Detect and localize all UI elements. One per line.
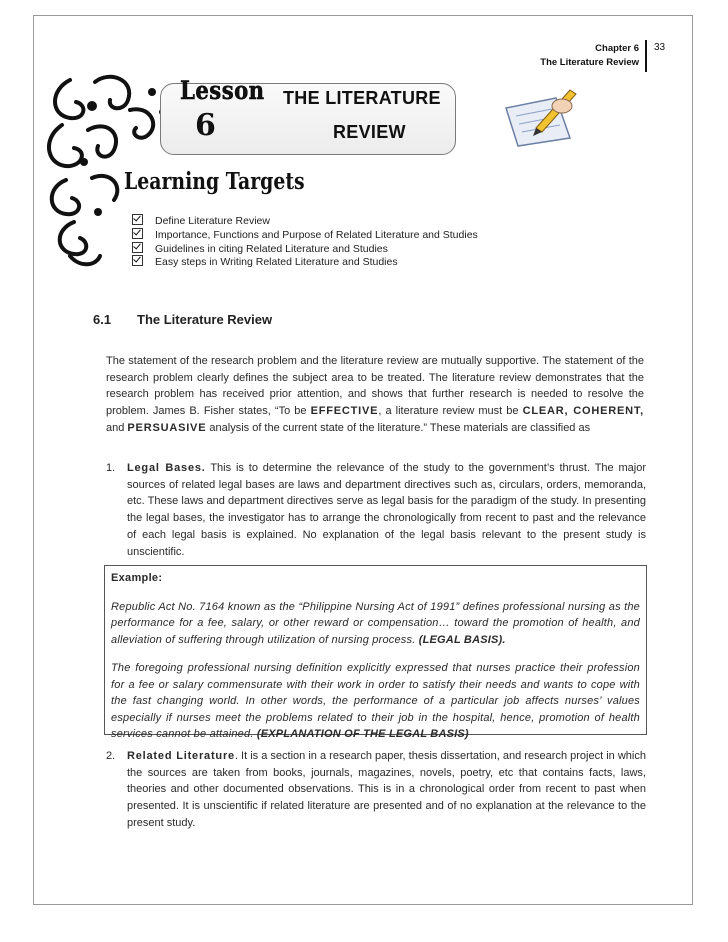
example-label: Example:: [111, 572, 163, 584]
section-number: 6.1: [93, 312, 112, 327]
page-number: 33: [654, 42, 666, 53]
item-number: 1.: [106, 462, 116, 474]
section-title: The Literature Review: [137, 312, 273, 327]
target-text: Define Literature Review: [155, 215, 270, 227]
target-text: Easy steps in Writing Related Literature and Studies: [155, 256, 398, 269]
checkbox-checked-icon: [132, 255, 143, 266]
intro-emphasis: PERSUASIVE: [127, 421, 207, 434]
header-chapter: Chapter 6: [595, 43, 639, 54]
intro-emphasis: EFFECTIVE: [310, 405, 379, 418]
example-paragraph: [111, 660, 640, 743]
checkbox-checked-icon: [132, 228, 143, 239]
example-box: [104, 565, 647, 740]
target-text: Guidelines in citing Related Literature and Studies: [155, 242, 388, 255]
example-text: Republic Act No. 7164 known as the “Philippine Nursing Act of 1991” defines professional nursing as the performance for a fee, salary, or other reward or compensation… toward the promotion of health, and alleviation of suffering through utilization of nursing process.: [111, 600, 640, 646]
list-item-legal-bases: [106, 460, 646, 560]
header-chapter-title: The Literature Review: [540, 57, 639, 68]
learning-targets-heading: Learning Targets: [124, 168, 305, 195]
list-item: [132, 242, 478, 256]
example-paragraph: [111, 599, 640, 649]
item-label: Legal Bases.: [127, 462, 206, 474]
list-item: [132, 228, 478, 242]
lesson-title-line1: THE LITERATURE: [283, 88, 441, 108]
intro-paragraph: [106, 353, 644, 437]
example-tag: (LEGAL BASIS).: [418, 633, 506, 646]
section-heading: [93, 312, 272, 327]
checkbox-checked-icon: [132, 242, 143, 253]
list-item: [132, 255, 478, 269]
intro-text: , a literature review must be: [378, 405, 523, 418]
lesson-number: 6: [195, 108, 216, 143]
example-text: The foregoing professional nursing definition explicitly expressed that nurses practice their profession for a fee or salary commensurate with their work in order to satisfy their needs and wants to cope with the fast changing world. In other words, the performance of a particular job affects nurses’ values especially if nurses meet the problems related to their job in the hospital, hence, promotion of health services cannot be attained.: [111, 662, 640, 740]
pen-writing-icon: [500, 84, 582, 150]
item-label: Related Literature: [127, 750, 235, 762]
learning-targets-list: [132, 214, 478, 269]
header-divider: [645, 40, 647, 72]
lesson-title-line2: REVIEW: [333, 122, 406, 142]
item-text: This is to determine the relevance of the study to the government’s thrust. The major sources of related legal bases are laws and department directives such as, circulars, orders, memoranda, etc. These laws and department directives serve as legal basis for the paradigm of the study. In presenting the legal bases, the investigator has to arrange the chronologically from recent to past and the relevance of each legal basis is explained. No explanation of the legal basis relevant to the present study is unscientific.: [127, 462, 647, 558]
lesson-word: Lesson: [180, 76, 265, 105]
example-tag: (EXPLANATION OF THE LEGAL BASIS): [256, 728, 469, 740]
intro-text: analysis of the current state of the literature.” These materials are classified as: [206, 421, 591, 434]
list-item-related-literature: [106, 748, 646, 832]
target-text: Importance, Functions and Purpose of Related Literature and Studies: [155, 228, 478, 241]
item-number: 2.: [106, 750, 116, 762]
list-item: [132, 214, 478, 228]
running-header: [540, 42, 639, 70]
intro-emphasis: CLEAR, COHERENT,: [522, 405, 644, 418]
item-text: . It is a section in a research paper, thesis dissertation, and research project in which the sources are taken from books, journals, magazines, novels, poetry, etc that contains facts, laws, theories and other documented observations. This is in a chronological order from recent to past when presented. It is unscientific if related literature are presented and of no explanation at the relevance to the present study.: [127, 750, 646, 829]
intro-text: The statement of the research problem and the literature review are mutually supportive. The statement of the research problem clearly defines the subject area to be treated. The literature review demonstrates that the research problem has received prior attention, and shows that further research is needed to resolve the problem. James B. Fisher states, “To be: [106, 355, 644, 418]
checkbox-checked-icon: [132, 214, 143, 225]
intro-text: and: [106, 421, 128, 434]
